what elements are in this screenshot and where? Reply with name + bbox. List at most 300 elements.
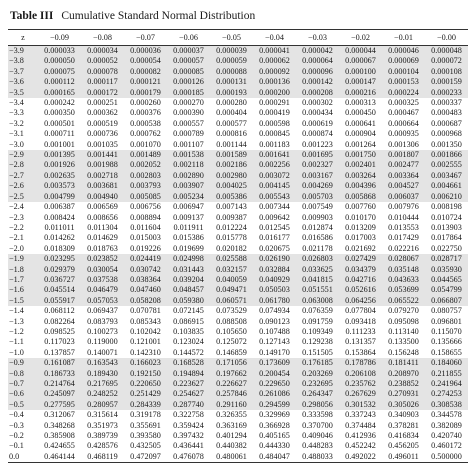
probability-cell: 0.166023 — [124, 358, 167, 368]
z-value-cell: −3.2 — [9, 118, 24, 128]
probability-cell: 0.464144 — [38, 452, 81, 463]
probability-cell: 0.009137 — [173, 212, 204, 222]
probability-cell: 0.000242 — [44, 98, 75, 108]
probability-cell: 0.003072 — [253, 171, 296, 181]
probability-cell: 0.444330 — [259, 441, 290, 451]
table-row — [8, 77, 468, 87]
probability-cell: 0.013903 — [431, 222, 462, 232]
probability-cell: 0.000042 — [296, 46, 339, 57]
probability-cell: 0.004661 — [425, 181, 468, 191]
probability-cell: 0.012545 — [259, 222, 290, 232]
probability-cell: 0.001001 — [44, 139, 75, 149]
probability-cell: 0.000260 — [130, 98, 161, 108]
probability-cell: 0.000165 — [38, 88, 81, 98]
probability-cell: 0.146859 — [216, 347, 247, 357]
probability-cell: 0.000037 — [167, 46, 210, 57]
probability-cell: 0.312067 — [44, 410, 75, 420]
probability-cell: 0.016177 — [259, 233, 290, 243]
probability-cell: 0.001589 — [210, 150, 253, 160]
probability-cell: 0.000062 — [253, 56, 296, 66]
probability-cell: 0.000350 — [44, 108, 75, 118]
probability-cell: 0.000117 — [81, 77, 124, 87]
probability-cell: 0.238852 — [382, 379, 425, 389]
probability-cell: 0.000054 — [124, 56, 167, 66]
probability-cell: 0.000362 — [87, 108, 118, 118]
probability-cell: 0.000325 — [388, 98, 419, 108]
z-value-cell: −0.1 — [9, 441, 24, 451]
probability-cell: 0.184060 — [425, 358, 468, 368]
table-row — [8, 327, 468, 337]
probability-cell: 0.223627 — [167, 379, 210, 389]
probability-cell: 0.500000 — [425, 452, 468, 463]
probability-cell: 0.059380 — [167, 296, 210, 306]
column-header: −0.04 — [253, 30, 296, 46]
probability-cell: 0.000598 — [259, 118, 290, 128]
probability-cell: 0.405165 — [259, 431, 290, 441]
table-row — [8, 244, 468, 254]
z-value-cell: −1.7 — [8, 275, 38, 285]
probability-cell: 0.133500 — [388, 337, 419, 347]
table-row — [8, 119, 468, 129]
probability-cell: 0.000153 — [382, 77, 425, 87]
probability-cell: 0.000419 — [259, 108, 290, 118]
probability-cell: 0.000034 — [81, 46, 124, 57]
probability-cell: 0.370700 — [302, 420, 333, 430]
probability-cell: 0.013553 — [388, 222, 419, 232]
z-value-cell: −0.8 — [8, 369, 38, 379]
probability-cell: 0.000092 — [253, 67, 296, 77]
probability-cell: 0.257846 — [210, 389, 253, 399]
z-value-cell: −3.0 — [9, 139, 24, 149]
probability-cell: 0.001926 — [38, 160, 81, 170]
probability-cell: 0.220650 — [124, 379, 167, 389]
column-header: −0.00 — [425, 30, 468, 46]
probability-cell: 0.000046 — [382, 46, 425, 57]
probability-cell: 0.329969 — [259, 410, 290, 420]
probability-cell: 0.017864 — [431, 233, 462, 243]
probability-cell: 0.000112 — [38, 77, 81, 87]
probability-cell: 0.000100 — [339, 67, 382, 77]
probability-cell: 0.151505 — [302, 347, 333, 357]
probability-cell: 0.412936 — [345, 431, 376, 441]
probability-cell: 0.000390 — [173, 108, 204, 118]
probability-cell: 0.001641 — [253, 150, 296, 160]
probability-cell: 0.004527 — [382, 181, 425, 191]
probability-cell: 0.156248 — [388, 347, 419, 357]
probability-cell: 0.017429 — [388, 233, 419, 243]
probability-cell: 0.000216 — [339, 88, 382, 98]
probability-cell: 0.000147 — [339, 77, 382, 87]
probability-cell: 0.100273 — [87, 326, 118, 336]
table-row — [8, 285, 468, 295]
probability-cell: 0.013209 — [345, 222, 376, 232]
probability-cell: 0.014262 — [44, 233, 75, 243]
probability-cell: 0.003167 — [296, 171, 339, 181]
probability-cell: 0.001306 — [388, 139, 419, 149]
probability-cell: 0.102042 — [130, 326, 161, 336]
probability-cell: 0.001441 — [81, 150, 124, 160]
table-row — [8, 400, 468, 410]
probability-cell: 0.000193 — [210, 88, 253, 98]
probability-cell: 0.005703 — [296, 192, 339, 202]
probability-cell: 0.217695 — [81, 379, 124, 389]
table-row — [8, 98, 468, 108]
probability-cell: 0.113140 — [388, 326, 419, 336]
probability-cell: 0.052616 — [339, 285, 382, 295]
probability-cell: 0.171056 — [210, 358, 253, 368]
table-header-row — [8, 30, 468, 46]
probability-cell: 0.035930 — [425, 265, 468, 275]
probability-cell: 0.488033 — [296, 452, 339, 463]
table-row — [8, 213, 468, 223]
z-value-cell: −1.0 — [9, 347, 24, 357]
probability-cell: 0.337243 — [345, 410, 376, 420]
probability-cell: 0.000121 — [124, 77, 167, 87]
probability-cell: 0.472097 — [124, 452, 167, 463]
probability-cell: 0.036727 — [38, 275, 81, 285]
probability-cell: 0.002052 — [124, 160, 167, 170]
probability-cell: 0.015003 — [130, 233, 161, 243]
probability-cell: 0.144572 — [173, 347, 204, 357]
probability-cell: 0.137857 — [44, 347, 75, 357]
probability-cell: 0.044565 — [425, 275, 468, 285]
probability-cell: 0.226627 — [210, 379, 253, 389]
probability-cell: 0.186733 — [38, 369, 81, 379]
probability-cell: 0.000789 — [173, 129, 204, 139]
probability-cell: 0.042716 — [339, 275, 382, 285]
table-row — [8, 46, 468, 57]
probability-cell: 0.424655 — [44, 441, 75, 451]
table-row — [8, 296, 468, 306]
z-value-cell: −1.4 — [9, 306, 24, 316]
probability-cell: 0.077804 — [345, 306, 376, 316]
table-row — [8, 171, 468, 181]
table-row — [8, 358, 468, 368]
probability-cell: 0.428576 — [87, 441, 118, 451]
probability-cell: 0.066807 — [425, 296, 468, 306]
probability-cell: 0.020182 — [216, 243, 247, 253]
probability-cell: 0.005085 — [124, 192, 167, 202]
probability-cell: 0.359424 — [173, 420, 204, 430]
probability-cell: 0.035148 — [382, 265, 425, 275]
probability-cell: 0.019226 — [130, 243, 161, 253]
probability-cell: 0.004025 — [210, 181, 253, 191]
column-header: −0.02 — [339, 30, 382, 46]
probability-cell: 0.096801 — [431, 316, 462, 326]
probability-cell: 0.001223 — [302, 139, 333, 149]
column-header: −0.01 — [382, 30, 425, 46]
probability-cell: 0.002401 — [339, 160, 382, 170]
table-row — [8, 88, 468, 98]
probability-cell: 0.001350 — [431, 139, 462, 149]
probability-cell: 0.208970 — [382, 369, 425, 379]
probability-cell: 0.432505 — [130, 441, 161, 451]
probability-cell: 0.440382 — [216, 441, 247, 451]
probability-cell: 0.001538 — [167, 150, 210, 160]
probability-cell: 0.004396 — [339, 181, 382, 191]
table-row — [8, 56, 468, 66]
table-row — [8, 410, 468, 420]
probability-cell: 0.000033 — [38, 46, 81, 57]
z-value-cell: −2.3 — [9, 212, 24, 222]
probability-cell: 0.000483 — [431, 108, 462, 118]
probability-cell: 0.000711 — [44, 129, 75, 139]
probability-cell: 0.021692 — [345, 243, 376, 253]
probability-cell: 0.416834 — [388, 431, 419, 441]
probability-cell: 0.348268 — [44, 420, 75, 430]
probability-cell: 0.004940 — [81, 192, 124, 202]
probability-cell: 0.007760 — [345, 202, 376, 212]
probability-cell: 0.019699 — [173, 243, 204, 253]
probability-cell: 0.214764 — [38, 379, 81, 389]
probability-cell: 0.109349 — [302, 326, 333, 336]
probability-cell: 0.017003 — [345, 233, 376, 243]
probability-cell: 0.000044 — [339, 46, 382, 57]
z-value-cell: −0.4 — [9, 410, 24, 420]
probability-cell: 0.393580 — [130, 431, 161, 441]
probability-cell: 0.000096 — [296, 67, 339, 77]
probability-cell: 0.073529 — [216, 306, 247, 316]
probability-cell: 0.006569 — [87, 202, 118, 212]
probability-cell: 0.363169 — [216, 420, 247, 430]
probability-cell: 0.006947 — [173, 202, 204, 212]
probability-cell: 0.232695 — [296, 379, 339, 389]
probability-cell: 0.009903 — [302, 212, 333, 222]
probability-cell: 0.397432 — [173, 431, 204, 441]
probability-cell: 0.000577 — [216, 118, 247, 128]
probability-cell: 0.001264 — [345, 139, 376, 149]
probability-cell: 0.065522 — [382, 296, 425, 306]
probability-cell: 0.000434 — [302, 108, 333, 118]
probability-cell: 0.002118 — [167, 160, 210, 170]
probability-cell: 0.235762 — [339, 379, 382, 389]
probability-cell: 0.000845 — [259, 129, 290, 139]
z-value-cell: −3.3 — [9, 108, 24, 118]
probability-cell: 0.008424 — [44, 212, 75, 222]
probability-cell: 0.002890 — [167, 171, 210, 181]
z-value-cell: −0.9 — [8, 358, 38, 368]
probability-cell: 0.211855 — [425, 369, 468, 379]
probability-cell: 0.011911 — [173, 222, 204, 232]
probability-cell: 0.005543 — [253, 192, 296, 202]
probability-cell: 0.000450 — [345, 108, 376, 118]
probability-cell: 0.003573 — [38, 181, 81, 191]
column-header: −0.08 — [81, 30, 124, 46]
probability-cell: 0.168528 — [167, 358, 210, 368]
probability-cell: 0.000104 — [382, 67, 425, 77]
probability-cell: 0.061780 — [253, 296, 296, 306]
probability-cell: 0.091759 — [302, 316, 333, 326]
probability-cell: 0.270931 — [382, 389, 425, 399]
probability-cell: 0.009642 — [259, 212, 290, 222]
probability-cell: 0.000270 — [173, 98, 204, 108]
probability-cell: 0.000088 — [210, 67, 253, 77]
probability-cell: 0.000200 — [253, 88, 296, 98]
probability-cell: 0.103835 — [173, 326, 204, 336]
probability-cell: 0.054799 — [425, 285, 468, 295]
probability-cell: 0.006037 — [382, 192, 425, 202]
probability-cell: 0.476078 — [167, 452, 210, 463]
probability-cell: 0.008894 — [130, 212, 161, 222]
z-value-cell: −3.8 — [8, 56, 38, 66]
probability-cell: 0.050503 — [253, 285, 296, 295]
probability-cell: 0.000185 — [167, 88, 210, 98]
probability-cell: 0.000064 — [296, 56, 339, 66]
probability-cell: 0.366928 — [259, 420, 290, 430]
table-row — [8, 389, 468, 399]
probability-cell: 0.025588 — [210, 254, 253, 264]
probability-cell: 0.002327 — [296, 160, 339, 170]
table-row — [8, 441, 468, 451]
probability-cell: 0.241964 — [425, 379, 468, 389]
probability-cell: 0.351973 — [87, 420, 118, 430]
probability-cell: 0.002186 — [210, 160, 253, 170]
probability-cell: 0.018763 — [87, 243, 118, 253]
probability-cell: 0.074934 — [259, 306, 290, 316]
probability-cell: 0.006756 — [130, 202, 161, 212]
probability-cell: 0.140071 — [87, 347, 118, 357]
table-row — [8, 317, 468, 327]
table-row — [8, 129, 468, 139]
probability-cell: 0.161087 — [38, 358, 81, 368]
probability-cell: 0.007976 — [388, 202, 419, 212]
table-row — [8, 452, 468, 463]
probability-cell: 0.322758 — [173, 410, 204, 420]
probability-cell: 0.340903 — [388, 410, 419, 420]
probability-cell: 0.069437 — [87, 306, 118, 316]
probability-cell: 0.000538 — [130, 118, 161, 128]
probability-cell: 0.000179 — [124, 88, 167, 98]
probability-cell: 0.022750 — [431, 243, 462, 253]
table-label: Table III — [10, 10, 54, 22]
probability-cell: 0.492022 — [339, 452, 382, 463]
probability-cell: 0.000059 — [210, 56, 253, 66]
probability-cell: 0.181411 — [382, 358, 425, 368]
table-body — [8, 46, 468, 463]
probability-cell: 0.000935 — [388, 129, 419, 139]
probability-cell: 0.076359 — [302, 306, 333, 316]
probability-cell: 0.284339 — [124, 400, 167, 410]
probability-cell: 0.006210 — [425, 192, 468, 202]
z-value-cell: −1.8 — [8, 265, 38, 275]
probability-cell: 0.107488 — [259, 326, 290, 336]
z-value-cell: 0.0 — [8, 452, 38, 463]
probability-cell: 0.197662 — [210, 369, 253, 379]
probability-cell: 0.021178 — [302, 243, 333, 253]
probability-cell: 0.000280 — [216, 98, 247, 108]
column-header: −0.05 — [210, 30, 253, 46]
table-row — [8, 202, 468, 212]
probability-cell: 0.149170 — [259, 347, 290, 357]
probability-cell: 0.294599 — [253, 400, 296, 410]
probability-cell: 0.409046 — [302, 431, 333, 441]
probability-cell: 0.194894 — [167, 369, 210, 379]
probability-cell: 0.000069 — [382, 56, 425, 66]
probability-cell: 0.254627 — [167, 389, 210, 399]
probability-cell: 0.000075 — [38, 67, 81, 77]
z-value-cell: −1.6 — [8, 285, 38, 295]
probability-cell: 0.001750 — [339, 150, 382, 160]
probability-cell: 0.003793 — [124, 181, 167, 191]
probability-cell: 0.274253 — [425, 389, 468, 399]
probability-cell: 0.041815 — [296, 275, 339, 285]
probability-cell: 0.043633 — [382, 275, 425, 285]
probability-cell: 0.305026 — [382, 400, 425, 410]
probability-cell: 0.010444 — [388, 212, 419, 222]
probability-cell: 0.374484 — [345, 420, 376, 430]
probability-cell: 0.000337 — [431, 98, 462, 108]
probability-cell: 0.115070 — [431, 326, 462, 336]
table-row — [8, 192, 468, 202]
probability-cell: 0.000404 — [216, 108, 247, 118]
probability-cell: 0.420740 — [431, 431, 462, 441]
probability-cell: 0.125072 — [216, 337, 247, 347]
probability-cell: 0.251429 — [124, 389, 167, 399]
probability-cell: 0.051551 — [296, 285, 339, 295]
probability-cell: 0.010724 — [431, 212, 462, 222]
probability-cell: 0.000519 — [87, 118, 118, 128]
table-row — [8, 67, 468, 77]
probability-cell: 0.004799 — [38, 192, 81, 202]
probability-cell: 0.000874 — [302, 129, 333, 139]
table-row — [8, 337, 468, 347]
probability-cell: 0.015778 — [216, 233, 247, 243]
probability-cell: 0.053699 — [382, 285, 425, 295]
probability-cell: 0.000048 — [425, 46, 468, 57]
probability-cell: 0.176185 — [296, 358, 339, 368]
probability-cell: 0.018309 — [44, 243, 75, 253]
probability-cell: 0.001144 — [216, 139, 247, 149]
probability-cell: 0.000224 — [382, 88, 425, 98]
table-row — [8, 275, 468, 285]
probability-cell: 0.301532 — [339, 400, 382, 410]
z-value-cell: −0.3 — [9, 420, 24, 430]
probability-cell: 0.480061 — [210, 452, 253, 463]
table-row — [8, 379, 468, 389]
probability-cell: 0.153864 — [345, 347, 376, 357]
column-header: −0.07 — [124, 30, 167, 46]
table-row — [8, 181, 468, 191]
probability-cell: 0.028717 — [425, 254, 468, 264]
probability-cell: 0.401294 — [216, 431, 247, 441]
z-value-cell: −1.9 — [8, 254, 38, 264]
column-header: −0.03 — [296, 30, 339, 46]
probability-cell: 0.003264 — [339, 171, 382, 181]
probability-cell: 0.333598 — [302, 410, 333, 420]
probability-cell: 0.001695 — [296, 150, 339, 160]
probability-cell: 0.448283 — [302, 441, 333, 451]
probability-cell: 0.082264 — [44, 316, 75, 326]
column-header: −0.09 — [38, 30, 81, 46]
table-row — [8, 233, 468, 243]
probability-cell: 0.000085 — [167, 67, 210, 77]
probability-cell: 0.049471 — [210, 285, 253, 295]
probability-cell: 0.484047 — [253, 452, 296, 463]
probability-cell: 0.003467 — [425, 171, 468, 181]
probability-cell: 0.287740 — [167, 400, 210, 410]
z-value-cell: −0.5 — [8, 400, 38, 410]
z-value-cell: −2.6 — [8, 181, 38, 191]
probability-cell: 0.000736 — [87, 129, 118, 139]
probability-cell: 0.001489 — [124, 150, 167, 160]
probability-cell: 0.001035 — [87, 139, 118, 149]
probability-cell: 0.261086 — [253, 389, 296, 399]
z-value-cell: −3.5 — [8, 88, 38, 98]
probability-cell: 0.000057 — [167, 56, 210, 66]
probability-cell: 0.468119 — [81, 452, 124, 463]
probability-cell: 0.111233 — [345, 326, 376, 336]
probability-cell: 0.080757 — [431, 306, 462, 316]
